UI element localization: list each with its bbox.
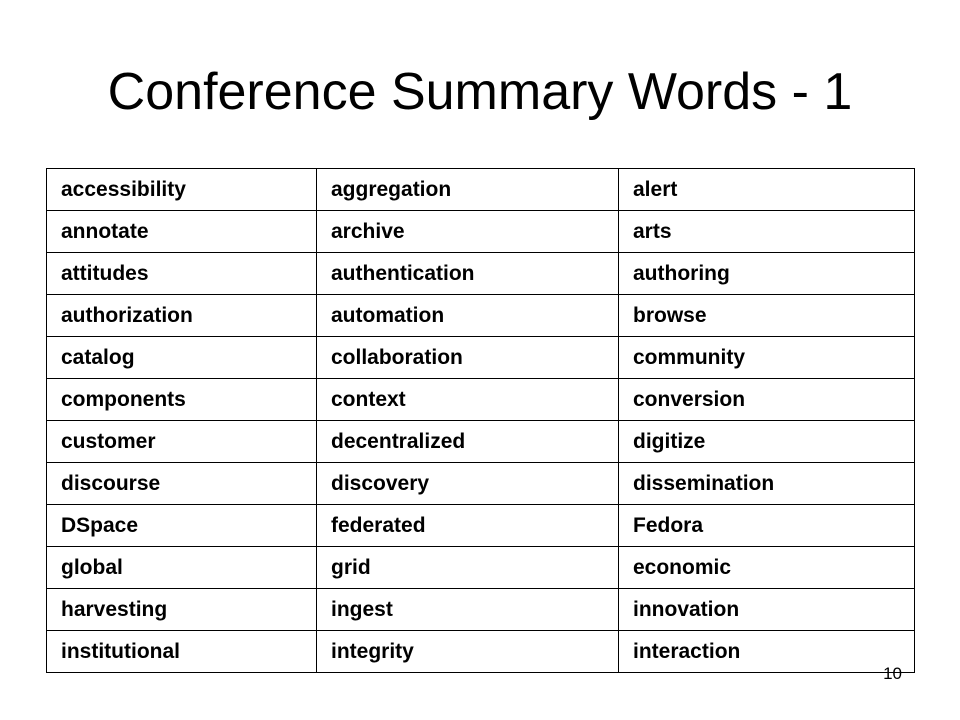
table-row (47, 337, 915, 379)
table-cell: grid (317, 547, 619, 589)
table-cell: integrity (317, 631, 619, 673)
table-cell: interaction (619, 631, 915, 673)
table-cell: ingest (317, 589, 619, 631)
table-cell: accessibility (47, 169, 317, 211)
slide-title: Conference Summary Words - 1 (107, 63, 853, 121)
table-cell: authorization (47, 295, 317, 337)
table-cell: collaboration (317, 337, 619, 379)
table-cell: alert (619, 169, 915, 211)
table-cell: decentralized (317, 421, 619, 463)
table-cell: annotate (47, 211, 317, 253)
table-cell: browse (619, 295, 915, 337)
table-cell: context (317, 379, 619, 421)
table-cell: DSpace (47, 505, 317, 547)
table-body (47, 169, 915, 673)
table-cell: discovery (317, 463, 619, 505)
table-row (47, 421, 915, 463)
table-cell: arts (619, 211, 915, 253)
table-cell: components (47, 379, 317, 421)
table-row (47, 505, 915, 547)
table-cell: innovation (619, 589, 915, 631)
table-cell: customer (47, 421, 317, 463)
table-cell: discourse (47, 463, 317, 505)
table-cell: community (619, 337, 915, 379)
table-cell: digitize (619, 421, 915, 463)
table-row (47, 547, 915, 589)
table-cell: attitudes (47, 253, 317, 295)
table-cell: global (47, 547, 317, 589)
page-number: 10 (883, 664, 902, 683)
table-cell: aggregation (317, 169, 619, 211)
table-row (47, 253, 915, 295)
table-row (47, 589, 915, 631)
table-cell: automation (317, 295, 619, 337)
table-row (47, 631, 915, 673)
table-row (47, 295, 915, 337)
summary-words-table (46, 168, 915, 673)
table-cell: conversion (619, 379, 915, 421)
table-cell: authentication (317, 253, 619, 295)
table-row (47, 463, 915, 505)
table-cell: Fedora (619, 505, 915, 547)
table-cell: catalog (47, 337, 317, 379)
table-cell: archive (317, 211, 619, 253)
table-cell: dissemination (619, 463, 915, 505)
table-row (47, 211, 915, 253)
table-cell: authoring (619, 253, 915, 295)
table-cell: harvesting (47, 589, 317, 631)
table-cell: economic (619, 547, 915, 589)
table-cell: institutional (47, 631, 317, 673)
table-cell: federated (317, 505, 619, 547)
table-row (47, 379, 915, 421)
table-row (47, 169, 915, 211)
